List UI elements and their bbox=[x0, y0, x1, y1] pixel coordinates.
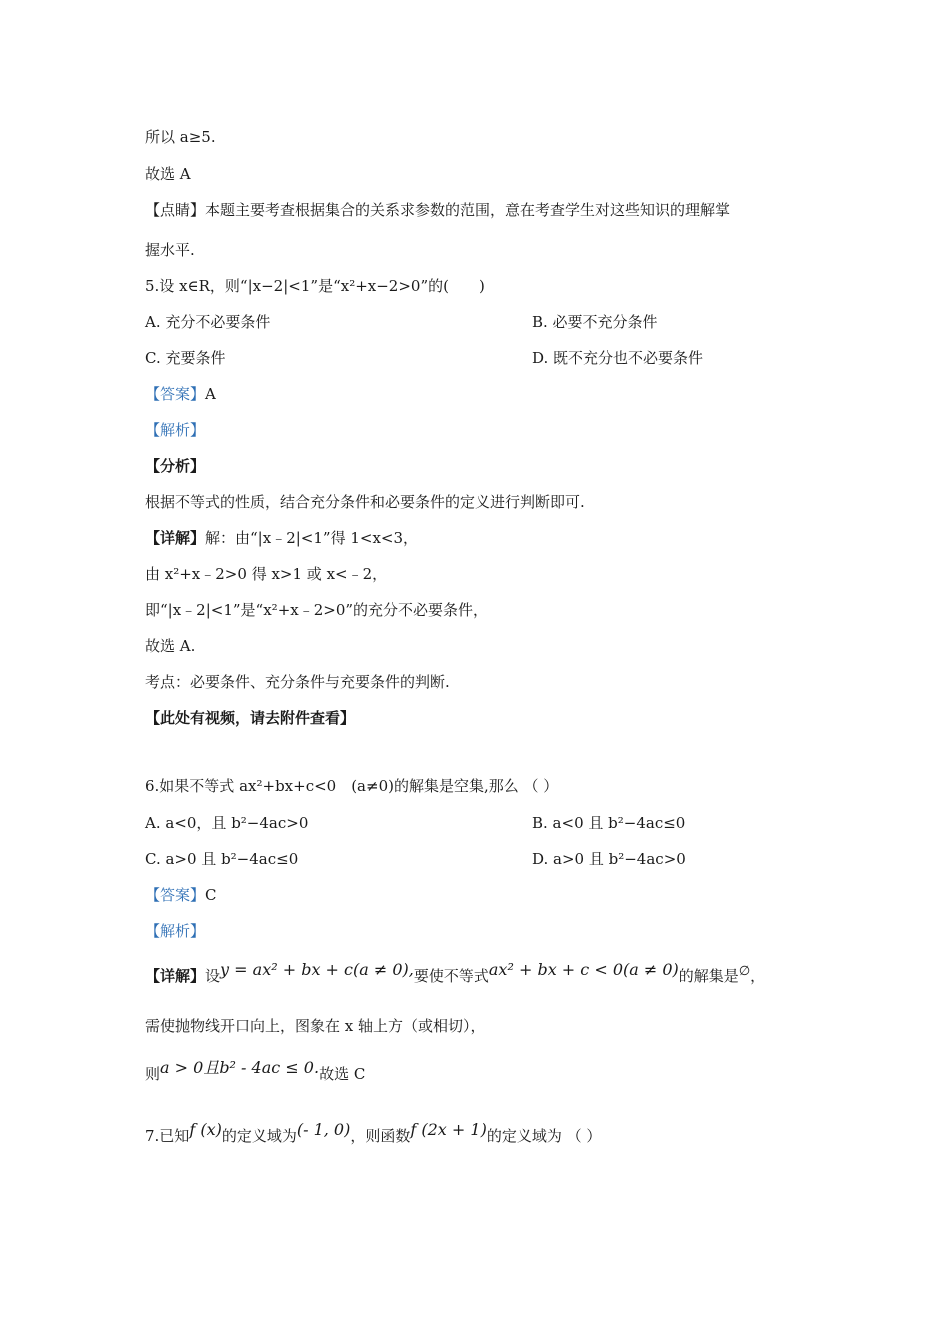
option-d: D. 既不充分也不必要条件 bbox=[532, 349, 704, 367]
stem-text: 的定义域为 bbox=[221, 1127, 297, 1145]
detail-text: 要使不等式 bbox=[413, 967, 489, 985]
stem-text: 的定义域为 （ ） bbox=[486, 1127, 602, 1145]
detail-text: 解：由“|x﹣2|<1”得 1<x<3， bbox=[205, 529, 419, 547]
comment-line: 【点睛】本题主要考查根据集合的关系求参数的范围，意在考查学生对这些知识的理解掌 bbox=[145, 201, 731, 219]
answer-line bbox=[145, 384, 216, 404]
detail-tag: 【详解】 bbox=[145, 967, 206, 985]
analysis-tag: 【解析】 bbox=[145, 922, 206, 940]
question-5-stem: 5.设 x∈R，则“|x−2|<1”是“x²+x−2>0”的( ) bbox=[145, 277, 485, 295]
video-note: 【此处有视频，请去附件查看】 bbox=[145, 709, 356, 727]
fenxi-text: 根据不等式的性质，结合充分条件和必要条件的定义进行判断即可. bbox=[145, 493, 585, 511]
option-c: C. a>0 且 b²−4ac≤0 bbox=[145, 850, 299, 868]
detail-text: 的解集是 bbox=[678, 967, 739, 985]
answer-tag: 【答案】 bbox=[145, 886, 206, 904]
function-expr: f (x) bbox=[189, 1120, 222, 1139]
option-b: B. 必要不充分条件 bbox=[532, 313, 658, 331]
detail-line: 由 x²+x﹣2>0 得 x>1 或 x<﹣2， bbox=[145, 565, 388, 583]
answer-tag: 【答案】 bbox=[145, 385, 206, 403]
equation: a > 0且b² - 4ac ≤ 0. bbox=[160, 1058, 320, 1077]
detail-line bbox=[145, 528, 418, 548]
option-a: A. a<0，且 b²−4ac>0 bbox=[145, 814, 309, 832]
detail-line bbox=[145, 960, 766, 988]
detail-line: 即“|x﹣2|<1”是“x²+x﹣2>0”的充分不必要条件， bbox=[145, 601, 489, 619]
detail-tag: 【详解】 bbox=[145, 529, 206, 547]
function-expr: f (2x + 1) bbox=[410, 1120, 487, 1139]
detail-text: 设 bbox=[205, 967, 221, 985]
option-d: D. a>0 且 b²−4ac>0 bbox=[532, 850, 686, 868]
detail-text: 则 bbox=[145, 1065, 161, 1083]
detail-text: 故选 C bbox=[319, 1065, 366, 1083]
detail-text: ， bbox=[750, 967, 766, 985]
answer-value: A bbox=[205, 385, 216, 403]
stem-text: 7.已知 bbox=[145, 1127, 190, 1145]
detail-line bbox=[145, 1058, 366, 1084]
option-a: A. 充分不必要条件 bbox=[145, 313, 271, 331]
analysis-tag: 【解析】 bbox=[145, 421, 206, 439]
stem-text: ，则函数 bbox=[350, 1127, 411, 1145]
interval-expr: (- 1, 0) bbox=[296, 1120, 351, 1139]
option-b: B. a<0 且 b²−4ac≤0 bbox=[532, 814, 686, 832]
text-line: 故选 A bbox=[145, 165, 191, 183]
empty-set-symbol: ∅ bbox=[738, 964, 751, 979]
comment-line: 握水平. bbox=[145, 241, 195, 259]
answer-line bbox=[145, 885, 217, 905]
question-6-stem: 6.如果不等式 ax²+bx+c<0 (a≠0)的解集是空集,那么 （ ） bbox=[145, 777, 559, 795]
equation: ax² + bx + c < 0(a ≠ 0) bbox=[488, 960, 679, 979]
question-7-stem bbox=[145, 1120, 602, 1146]
text-line: 所以 a≥5. bbox=[145, 128, 216, 146]
answer-value: C bbox=[205, 886, 217, 904]
detail-line: 需使抛物线开口向上，图象在 x 轴上方（或相切）， bbox=[145, 1017, 486, 1035]
equation: y = ax² + bx + c(a ≠ 0), bbox=[220, 960, 414, 979]
option-c: C. 充要条件 bbox=[145, 349, 226, 367]
fenxi-tag: 【分析】 bbox=[145, 457, 206, 475]
kaodian-line: 考点：必要条件、充分条件与充要条件的判断. bbox=[145, 673, 450, 691]
detail-line: 故选 A. bbox=[145, 637, 196, 655]
